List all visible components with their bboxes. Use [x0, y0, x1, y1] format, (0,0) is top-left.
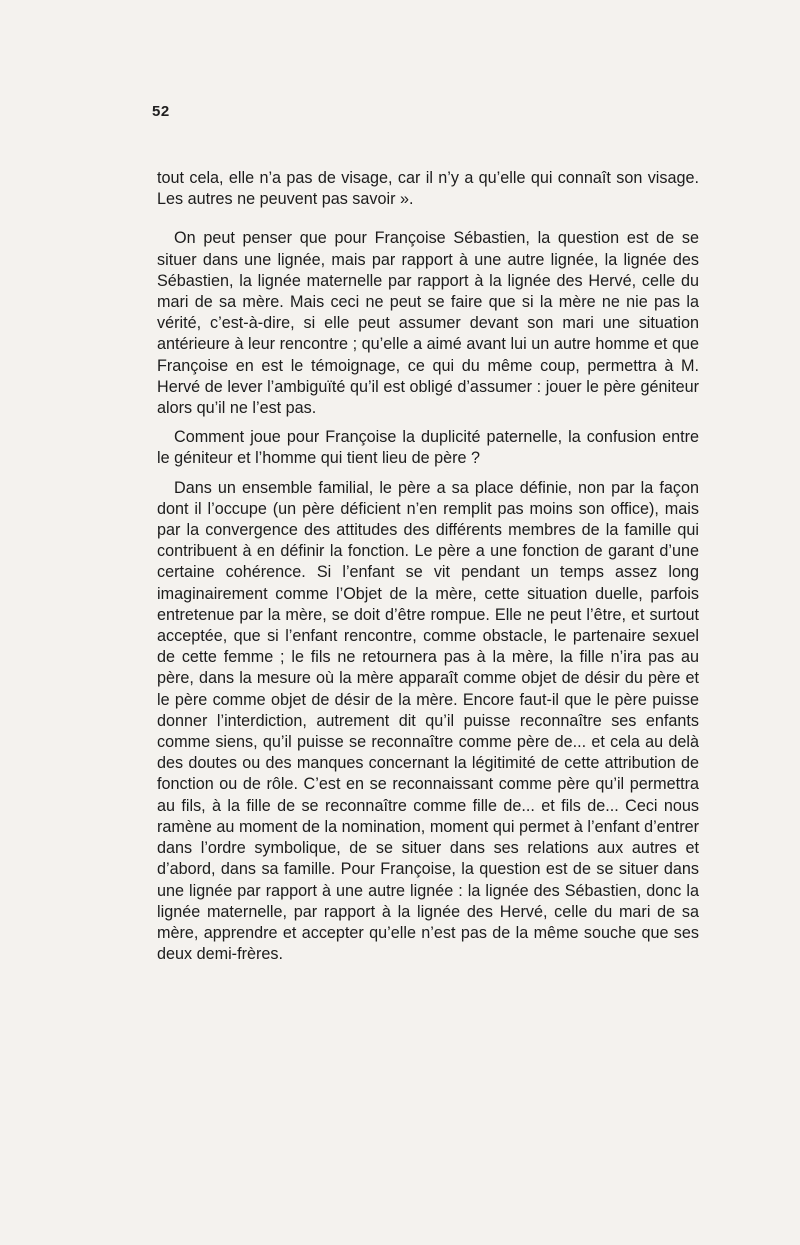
paragraph-3: Comment joue pour Françoise la duplicité paternelle, la confusion entre le géniteur et l’homme qui tient lieu de père ? — [157, 428, 699, 468]
paragraph-4: Dans un ensemble familial, le père a sa place définie, non par la façon dont il l’occupe (un père déficient n’en remplit pas moins son office), mais par la convergence des attitudes des différents membres de la famille qui contribuent à en définir la fonction. Le père a une fonction de garant d’une certaine cohérence. Si l’enfant se vit pendant un temps assez long imaginairement comme l’Objet de la mère, cette situation duelle, parfois entretenue par la mère, se doit d’être rompue. Elle ne peut l’être, et surtout acceptée, que si l’enfant rencontre, comme obstacle, le partenaire sexuel de cette femme ; le fils ne retournera pas à la mère, la fille n’ira pas au père, dans la mesure où la mère apparaît comme objet de désir du père et le père comme objet de désir de la mère. Encore faut-il que le père puisse donner l’interdiction, autrement dit qu’il puisse reconnaître ses enfants comme siens, qu’il puisse se reconnaître comme père de... et cela au delà des doutes ou des manques concernant la légitimité de cette attribution de fonction ou de rôle. C’est en se reconnaissant comme père qu’il permettra au fils, à la fille de se reconnaître comme fille de... et fils de... Ceci nous ramène au moment de la nomination, moment qui permet à l’enfant d’entrer dans l’ordre symbolique, de se situer dans ses relations aux autres et d’abord, dans sa famille. Pour Françoise, la question est de se situer dans une lignée par rapport à une autre lignée : la lignée des Sébastien, donc la lignée maternelle, par rapport à la lignée des Hervé, celle du mari de sa mère, apprendre et accepter qu’elle n’est pas de la même souche que ses deux demi-frères. — [157, 478, 699, 964]
paragraph-2: On peut penser que pour Françoise Sébastien, la question est de se situer dans une lignée, mais par rapport à une autre lignée, la lignée des Sébastien, la lignée maternelle par rapport à la lignée des Hervé, celle du mari de sa mère. Mais ceci ne peut se faire que si la mère ne nie pas la vérité, c’est-à-dire, si elle peut assumer devant son mari une situation antérieure à leur rencontre ; qu’elle a aimé avant lui un autre homme et que Françoise en est le témoignage, ce qui du même coup, permettra à M. Hervé de lever l’ambiguïté qu’il est obligé d’assumer : jouer le père géniteur alors qu’il ne l’est pas. — [157, 229, 699, 418]
body-text — [157, 168, 699, 965]
paragraph-1: tout cela, elle n’a pas de visage, car il n’y a qu’elle qui connaît son visage. Les autres ne peuvent pas savoir ». — [157, 169, 699, 209]
page-number: 52 — [152, 103, 170, 120]
